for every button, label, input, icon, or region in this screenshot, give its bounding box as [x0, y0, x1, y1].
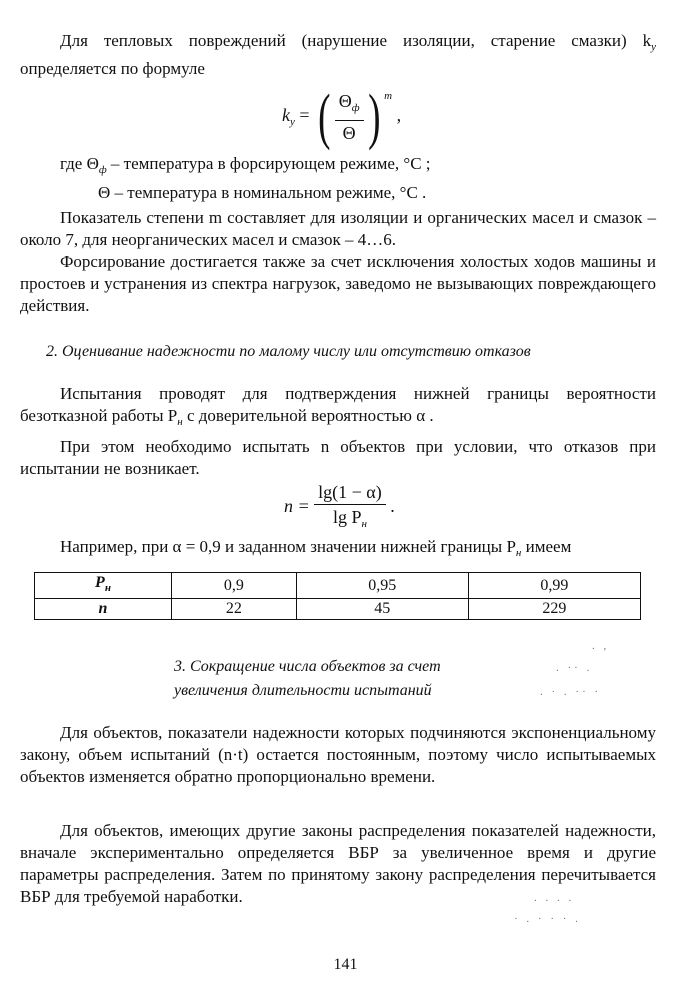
scan-noise: . ·· . [556, 662, 593, 674]
section-heading-3-line1: 3. Сокращение числа объектов за счет [174, 658, 441, 675]
data-table [34, 572, 641, 620]
paragraph-forcing: Форсирование достигается также за счет исключения холостых ходов машины и простоев и устранения из спектра нагрузок, заведомо не вызывающих повреждающего действия. [20, 252, 656, 315]
paragraph-tests-purpose: Испытания проводят для подтверждения нижней границы вероятности безотказной работы $P_н$ с доверительной вероятностью α . [20, 384, 656, 428]
paragraph-n-objects: При этом необходимо испытать n объектов при условии, что отказов при испытании не возникает. [20, 437, 656, 478]
formula-n: n = $\frac{\lg(1 - \alpha)}{\lg P_н}$ . [284, 482, 395, 530]
table-row-n [35, 599, 641, 620]
table-cell: 0,99 [468, 573, 640, 599]
definition-theta-f: где $\Theta_ф$ – температура в форсирующем режиме, °C ; [60, 154, 431, 176]
paragraph-example: Например, при α = 0,9 и заданном значении нижней границы $P_н$ имеем [60, 537, 572, 559]
scan-noise: . · . ·· · [540, 686, 602, 698]
table-row-label: n [35, 599, 172, 620]
formula-ky: $k_у$ = ( $\frac{\Theta_ф}{\Theta}$ ) $^m$ , [282, 83, 402, 151]
table-cell: 229 [468, 599, 640, 620]
scan-noise: . , [592, 640, 610, 652]
paragraph-other-laws: Для объектов, имеющих другие законы распределения показателей надежности, вначале экспериментально определяется ВБР за увеличенное время и другие параметры распределения. Затем по принятому закону распределения перечитывается ВБР для требуемой наработки. [20, 821, 656, 906]
table-cell: 0,95 [296, 573, 468, 599]
definition-theta: Θ – температура в номинальном режиме, °C . [98, 183, 427, 202]
scan-noise: . . . . [534, 892, 575, 904]
table-cell: 0,9 [172, 573, 297, 599]
section-heading-2: 2. Оценивание надежности по малому числу или отсутствию отказов [46, 343, 531, 360]
paragraph-exponent-m: Показатель степени m составляет для изоляции и органических масел и смазок – около 7, для неорганических масел и смазок – 4…6. [20, 208, 656, 249]
table-cell: 22 [172, 599, 297, 620]
table-row-pn [35, 573, 641, 599]
table-cell: 45 [296, 599, 468, 620]
scan-noise: · . · · · . [514, 913, 581, 925]
page-number: 141 [333, 956, 358, 973]
table-row-label: $P_н$ [35, 573, 172, 599]
paragraph-exponential-law: Для объектов, показатели надежности которых подчиняются экспоненциальному закону, объем испытаний (n·t) остается постоянным, поэтому число испытываемых объектов изменяется обратно пропорционально времени. [20, 723, 656, 786]
section-heading-3-line2: увеличения длительности испытаний [174, 682, 432, 699]
paragraph-thermal-damage: Для тепловых повреждений (нарушение изоляции, старение смазки) $k_у$ определяется по формуле [20, 31, 656, 78]
